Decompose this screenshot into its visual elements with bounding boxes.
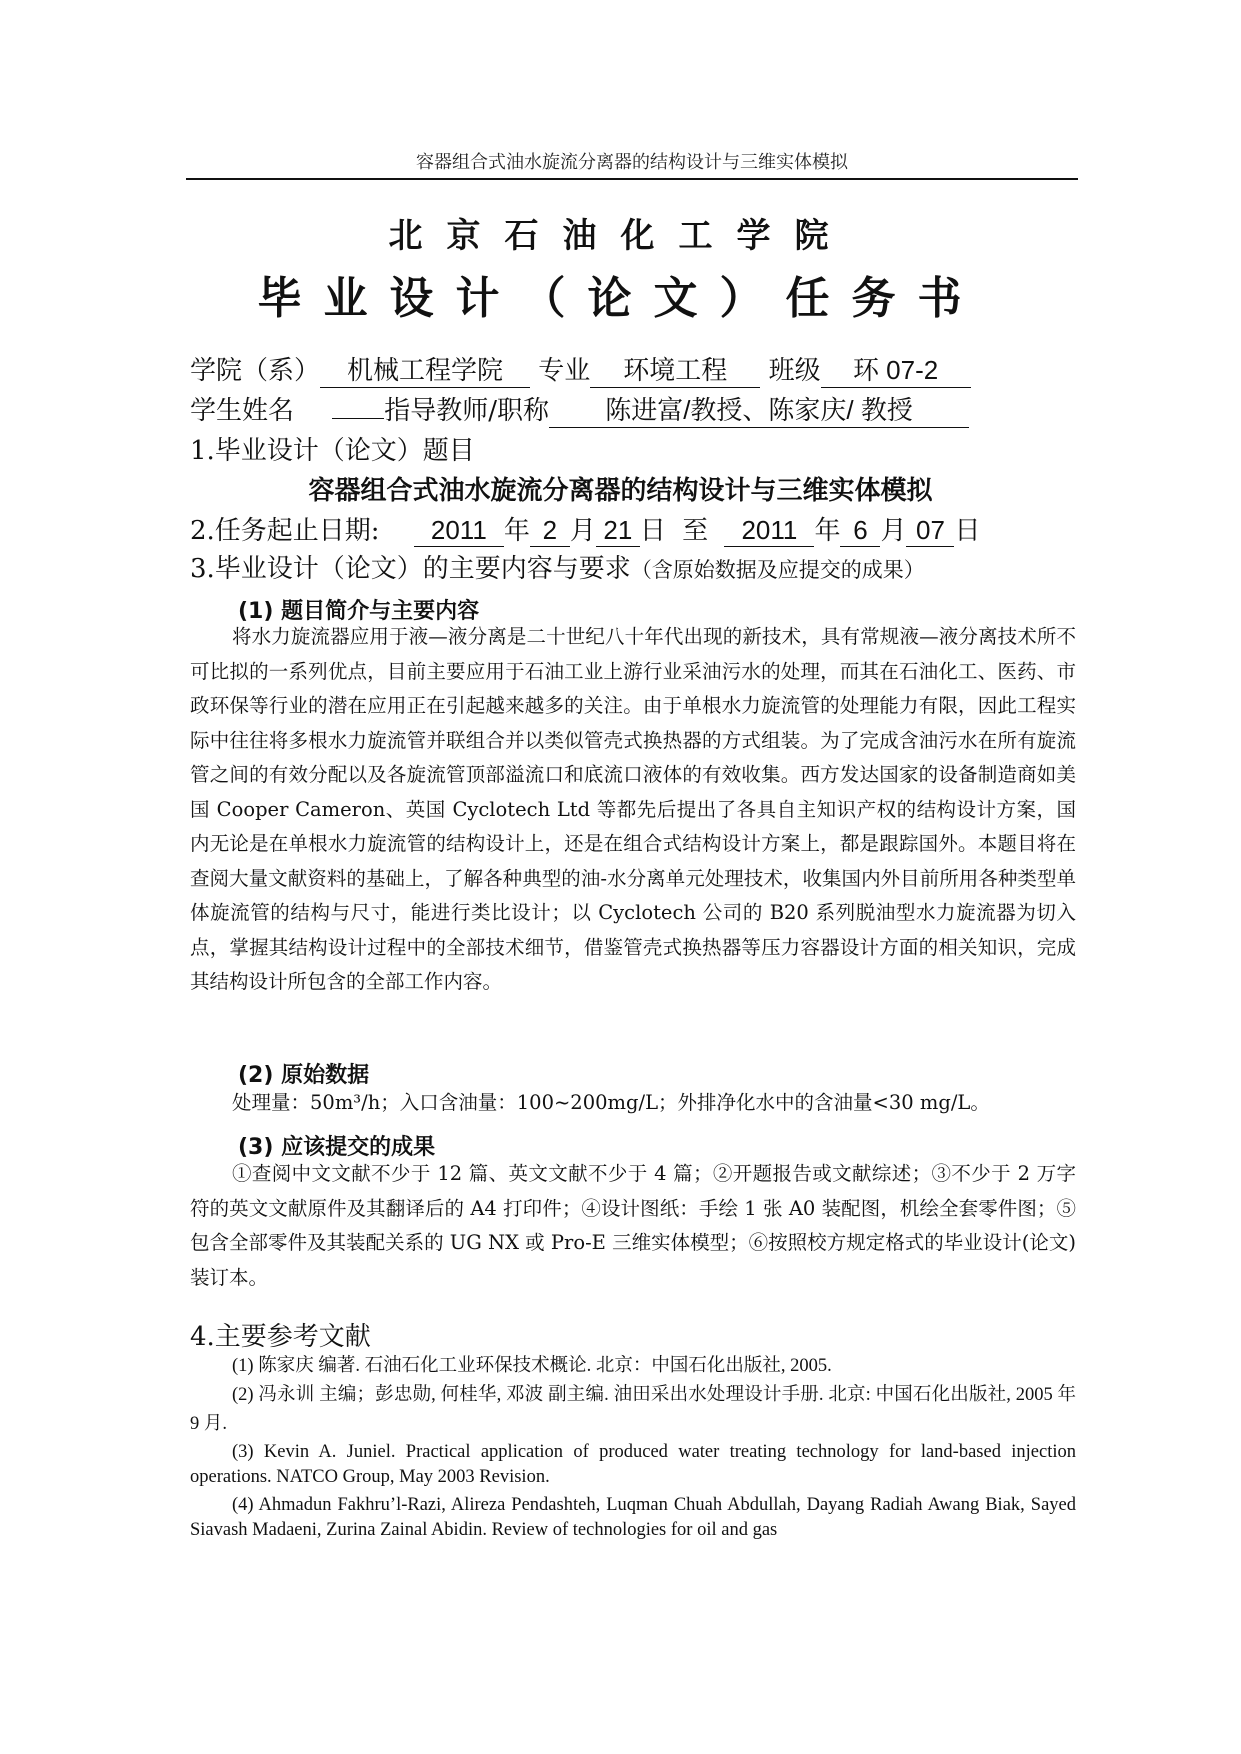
start-month: 2	[530, 515, 570, 547]
section3-note: （含原始数据及应提交的成果）	[630, 558, 925, 582]
month-char: 月	[880, 516, 907, 546]
end-day: 07	[906, 515, 954, 547]
section3-row	[190, 548, 925, 585]
header-rule	[186, 178, 1078, 180]
college-label: 学院（系）	[190, 356, 321, 386]
class-value: 环 07-2	[821, 350, 971, 388]
reference-item: (3) Kevin A. Juniel. Practical application of produced water treating technology for land-based injection operations. NATCO Group, May 2003 Revision.	[190, 1442, 1076, 1487]
dates-row	[190, 510, 980, 547]
info-row-college	[190, 350, 971, 388]
reference-item: (1) 陈家庆 编著. 石油石化工业环保技术概论. 北京：中国石化出版社, 2005.	[232, 1356, 832, 1376]
day-char: 日	[954, 516, 981, 546]
sub3-title: (3) 应该提交的成果	[238, 1135, 436, 1160]
to-char: 至	[682, 516, 709, 546]
end-month: 6	[840, 515, 880, 547]
major-label: 专业	[538, 356, 591, 386]
college-value: 机械工程学院	[320, 350, 530, 388]
start-year: 2011	[414, 515, 504, 547]
student-label: 学生姓名	[190, 396, 295, 426]
sub1-text: 将水力旋流器应用于液—液分离是二十世纪八十年代出现的新技术，具有常规液—液分离技术所不可比拟的一系列优点，目前主要应用于石油工业上游行业采油污水的处理，而其在石油化工、医药、市政环保等行业的潜在应用正在引起越来越多的关注。由于单根水力旋流管的处理能力有限，因此工程实际中往往将多根水力旋流管并联组合并以类似管壳式换热器的方式组装。为了完成含油污水在所有旋流管之间的有效分配以及各旋流管顶部溢流口和底流口液体的有效收集。西方发达国家的设备制造商如美国 Cooper Cameron、英国 Cyclotech Ltd 等都先后提出了各具自主知识产权的结构设计方案，国内无论是在单根水力旋流管的结构设计上，还是在组合式结构设计方案上，都是跟踪国外。本题目将在查阅大量文献资料的基础上，了解各种典型的油-水分离单元处理技术，收集国内外目前所用各种类型单体旋流管的结构与尺寸，能进行类比设计；以 Cyclotech 公司的 B20 系列脱油型水力旋流器为切入点，掌握其结构设计过程中的全部技术细节，借鉴管壳式换热器等压力容器设计方面的相关知识，完成其结构设计所包含的全部工作内容。	[190, 625, 1076, 993]
end-year: 2011	[724, 515, 814, 547]
sub1-title: (1) 题目简介与主要内容	[238, 599, 480, 624]
advisor-label: 指导教师/职称	[384, 396, 550, 426]
year-char: 年	[814, 516, 841, 546]
school-name: 北京石油化工学院	[388, 216, 853, 256]
section4-label: 4.主要参考文献	[190, 1322, 371, 1352]
day-char: 日	[639, 516, 666, 546]
sub2-text: 处理量：50m³/h；入口含油量：100~200mg/L；外排净化水中的含油量<30 mg/L。	[232, 1091, 990, 1114]
student-value	[332, 418, 384, 419]
major-value: 环境工程	[590, 350, 760, 388]
section1-label: 1.毕业设计（论文）题目	[190, 436, 475, 466]
dates-label: 2.任务起止日期:	[190, 516, 380, 546]
sub2-title: (2) 原始数据	[238, 1063, 370, 1088]
reference-item: (2) 冯永训 主编；彭忠勋, 何桂华, 邓波 副主编. 油田采出水处理设计手册. 北京: 中国石化出版社, 2005 年 9 月.	[190, 1385, 1076, 1434]
start-day: 21	[596, 515, 640, 547]
section3-label: 3.毕业设计（论文）的主要内容与要求	[190, 554, 631, 584]
year-char: 年	[503, 516, 530, 546]
month-char: 月	[569, 516, 596, 546]
thesis-title: 容器组合式油水旋流分离器的结构设计与三维实体模拟	[308, 476, 933, 506]
advisor-value: 陈进富/教授、陈家庆/ 教授	[549, 390, 969, 428]
class-label: 班级	[768, 356, 821, 386]
page-header: 容器组合式油水旋流分离器的结构设计与三维实体模拟	[416, 152, 848, 173]
sub3-text: ①查阅中文文献不少于 12 篇、英文文献不少于 4 篇；②开题报告或文献综述；③不少于 2 万字符的英文文献原件及其翻译后的 A4 打印件；④设计图纸：手绘 1 张 A0 装配图，机绘全套零件图；⑤包含全部零件及其装配关系的 UG NX 或 Pro-E 三维实体模型；⑥按照校方规定格式的毕业设计(论文)装订本。	[190, 1162, 1076, 1289]
reference-item: (4) Ahmadun Fakhru’l-Razi, Alireza Pendashteh, Luqman Chuah Abdullah, Dayang Radiah Awang Biak, Sayed Siavash Madaeni, Zurina Zainal Abidin. Review of technologies for oil and gas	[190, 1495, 1076, 1540]
info-row-student	[190, 390, 969, 428]
document-title: 毕业设计（论文）任务书	[257, 273, 984, 324]
